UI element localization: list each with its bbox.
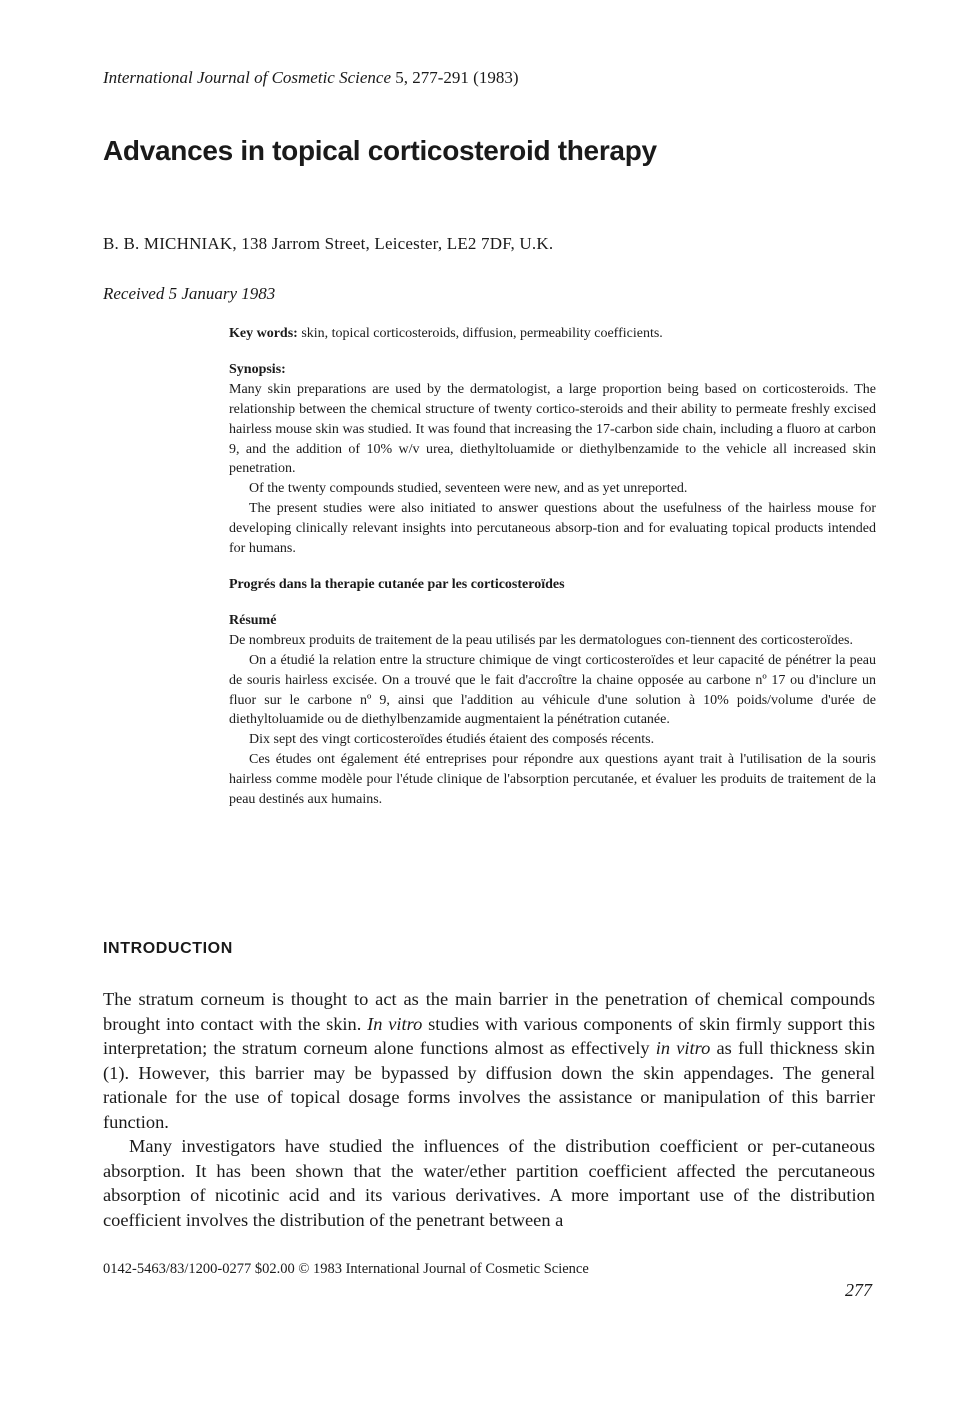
resume-paragraph: Ces études ont également été entreprises pour répondre aux questions ayant trait à l'utilisation de la souris hairless comme modèle pour l'étude clinique de l'absorption percutanée, et évaluer les produits de traitement de la peau destinés aux humains.: [229, 752, 876, 808]
key-words: [229, 324, 876, 344]
journal-citation: [103, 68, 518, 88]
copyright-line: 0142-5463/83/1200-0277 $02.00 © 1983 International Journal of Cosmetic Science: [103, 1261, 589, 1277]
synopsis-label: Synopsis:: [229, 361, 286, 377]
resume-paragraph: De nombreux produits de traitement de la peau utilisés par les dermatologues con-tiennent des corticosteroïdes.: [229, 632, 853, 648]
resume-paragraph: Dix sept des vingt corticosteroïdes étudiés étaient des composés récents.: [249, 732, 655, 748]
body-paragraph: The stratum corneum is thought to act as the main barrier in the penetration of chemical compounds brought into contact with the skin. In vitro studies with various components of skin firmly support this interpretation; the stratum corneum alone functions almost as effectively in vitro as full thickness skin (1). However, this barrier may be bypassed by diffusion down the skin appendages. The general rationale for the use of topical dosage forms involves the assistance or manipulation of this barrier function.: [103, 989, 875, 1132]
resume-paragraph: On a étudié la relation entre la structure chimique de vingt corticosteroïdes et leur capacité de pénétrer la peau de souris hairless excisée. On a trouvé que le fait d'accroître la chaine opposée au carbone nº 17 ou d'inclure un fluor sur le carbone nº 9, ainsi que l'addition au véhicule d'une solution à 10% poids/volume d'urée de diethyltoluamide ou de diethylbenzamide augmentaient la pénétration cutanée.: [229, 652, 876, 728]
key-words-text: skin, topical corticosteroids, diffusion, permeability coefficients.: [297, 326, 663, 341]
latin-term: in vitro: [655, 1038, 711, 1058]
page-number: 277: [845, 1280, 872, 1300]
section-heading-introduction: INTRODUCTION: [103, 940, 233, 957]
author-line: B. B. MICHNIAK, 138 Jarrom Street, Leicester, LE2 7DF, U.K.: [103, 234, 554, 253]
abstract-block: [229, 324, 876, 810]
article-title: Advances in topical corticosteroid therapy: [103, 135, 657, 166]
resume-label: Résumé: [229, 612, 277, 628]
journal-name: International Journal of Cosmetic Science: [103, 68, 391, 87]
synopsis-paragraph: Many skin preparations are used by the dermatologist, a large proportion being based on corticosteroids. The relationship between the chemical structure of twenty cortico-steroids and their ability to permeate freshly excised hairless mouse skin was studied. It was found that increasing the 17-carbon side chain, including a fluoro at carbon 9, and the addition of 10% w/v urea, diethyltoluamide or diethylbenzamide to the vehicle all increased skin penetration.: [229, 381, 876, 477]
introduction-body: [103, 987, 875, 1232]
received-date: Received 5 January 1983: [103, 284, 276, 303]
key-words-label: Key words:: [229, 326, 298, 341]
body-paragraph: Many investigators have studied the influences of the distribution coefficient or per-cutaneous absorption. It has been shown that the water/ether partition coefficient affected the percutaneous absorption of nicotinic acid and its various derivatives. A more important use of the distribution coefficient involves the distribution of the penetrant between a: [103, 1136, 875, 1230]
synopsis-paragraph: The present studies were also initiated to answer questions about the usefulness of the hairless mouse for developing clinically relevant insights into percutaneous absorp-tion and for evaluating topical products intended for humans.: [229, 501, 876, 557]
latin-term: In vitro: [367, 1013, 423, 1034]
french-title: Progrés dans la therapie cutanée par les corticosteroïdes: [229, 576, 565, 592]
journal-volume-pages: 5, 277-291 (1983): [395, 68, 519, 87]
synopsis-paragraph: Of the twenty compounds studied, seventeen were new, and as yet unreported.: [249, 481, 688, 497]
